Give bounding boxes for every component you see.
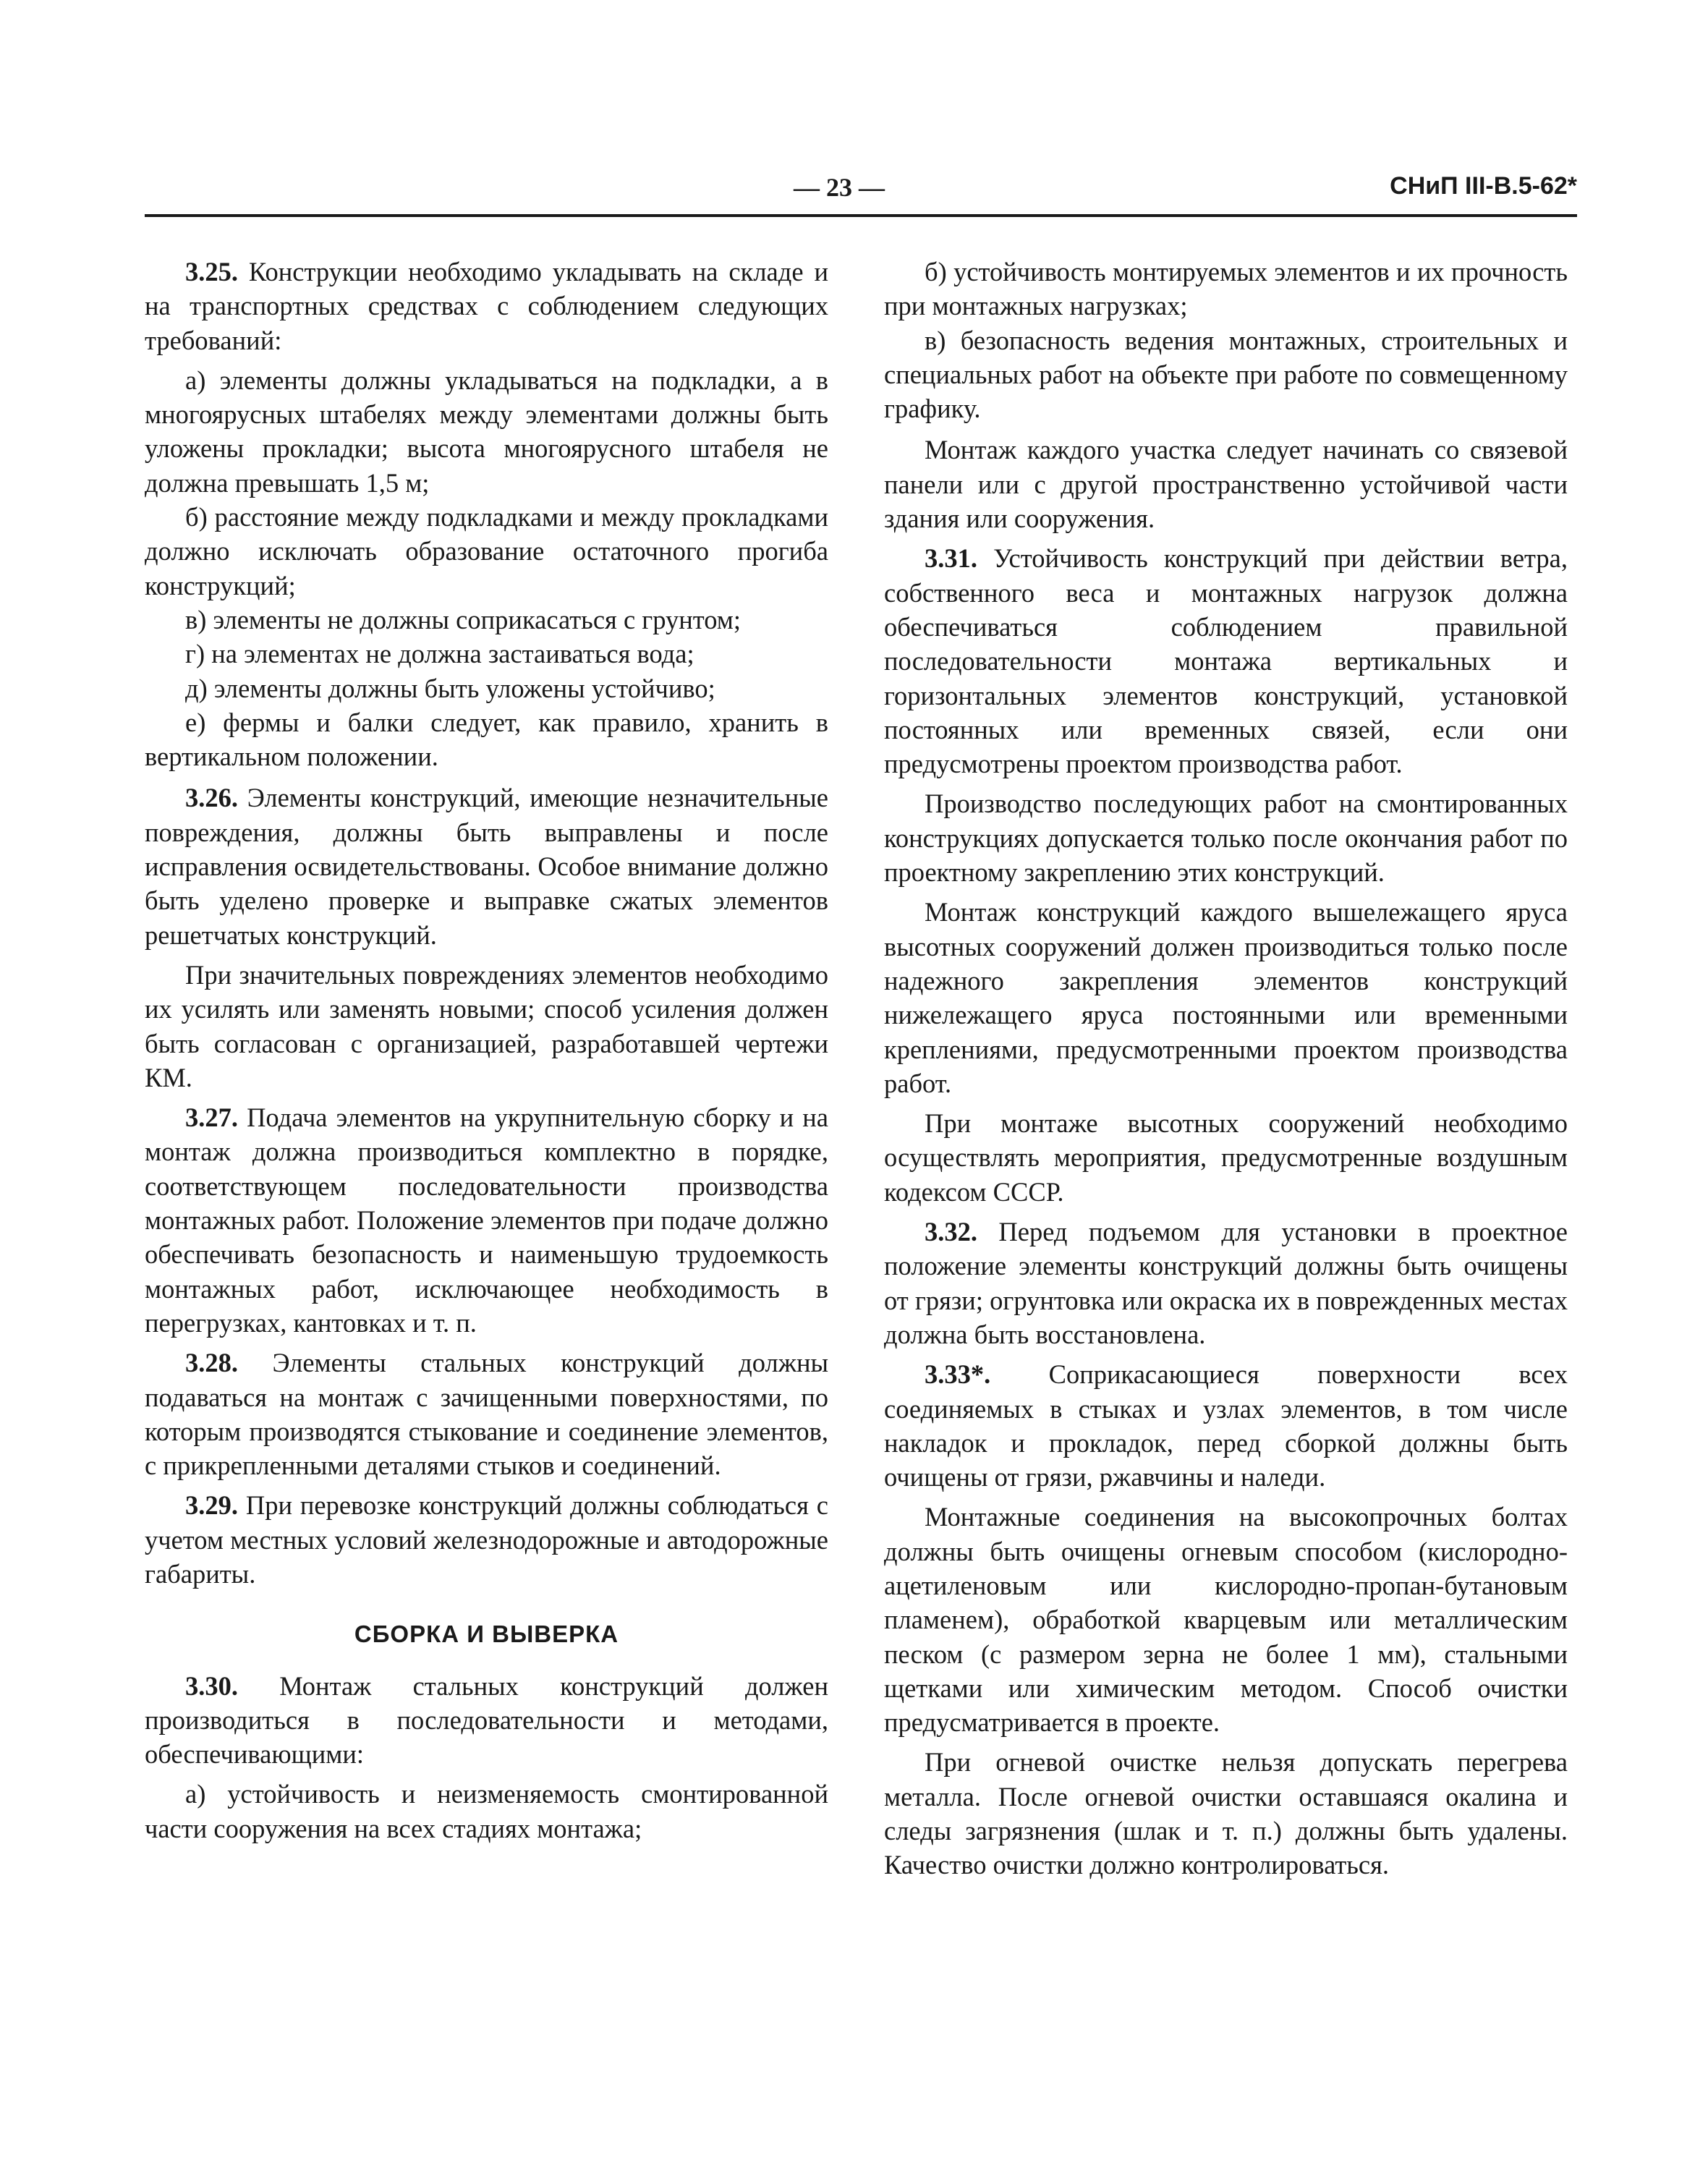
- section-heading: СБОРКА И ВЫВЕРКА: [354, 1621, 619, 1648]
- clause-text: Перед подъемом для установки в проектное положение элементы конструкций должны быть очищены от грязи; огрунтовка или окраска их в поврежденных местах должна быть восстановлена.: [884, 1217, 1568, 1349]
- clause-number: 3.28.: [185, 1348, 238, 1378]
- clause-3-28: [145, 1346, 828, 1482]
- list-item: б) расстояние между подкладками и между прокладками должно исключать образование остаточного прогиба конструкций;: [145, 502, 828, 600]
- clause-number: 3.33*.: [925, 1359, 991, 1390]
- clause-text: Устойчивость конструкций при действии ветра, собственного веса и монтажных нагрузок должна обеспечиваться соблюдением правильной последовательности монтажа вертикальных и горизонтальных элементов конструкций, установкой постоянных или временных связей, если они предусмотрены проектом производства работ.: [884, 543, 1568, 779]
- clause-text: При перевозке конструкций должны соблюдаться с учетом местных условий железнодорожные и автодорожные габариты.: [145, 1490, 828, 1589]
- clause-3-33: [884, 1357, 1568, 1494]
- clause-text: Элементы конструкций, имеющие незначительные повреждения, должны быть выправлены и после исправления освидетельствованы. Особое внимание должно быть уделено проверке и выправке сжатых элементов решетчатых конструкций.: [145, 783, 828, 950]
- clause-text: Соприкасающиеся поверхности всех соединяемых в стыках и узлах элементов, в том числе накладок и прокладок, перед сборкой должны быть очищены от грязи, ржавчины и наледи.: [884, 1359, 1568, 1492]
- header-rule: [145, 214, 1577, 217]
- clause-number: 3.27.: [185, 1103, 238, 1133]
- list-item: б) устойчивость монтируемых элементов и их прочность при монтажных нагрузках;: [884, 257, 1568, 321]
- clause-number: 3.29.: [185, 1490, 238, 1521]
- clause-3-32: [884, 1215, 1568, 1351]
- clause-3-29: [145, 1488, 828, 1591]
- clause-3-30: [145, 1669, 828, 1772]
- right-column: [884, 255, 1568, 1888]
- clause-3-27: [145, 1100, 828, 1340]
- list-item: е) фермы и балки следует, как правило, хранить в вертикальном положении.: [145, 707, 828, 772]
- clause-number: 3.30.: [185, 1670, 238, 1701]
- paragraph: При значительных повреждениях элементов необходимо их усилять или заменять новыми; способ усиления должен быть согласован с организацией, разработавшей чертежи КМ.: [145, 959, 828, 1092]
- clause-number: 3.32.: [925, 1217, 977, 1247]
- paragraph: При монтаже высотных сооружений необходимо осуществлять мероприятия, предусмотренные воздушным кодексом СССР.: [884, 1108, 1568, 1207]
- clause-text: Подача элементов на укрупнительную сборку и на монтаж должна производиться комплектно в порядке, соответствующем последовательности производства монтажных работ. Положение элементов при подаче должно обеспечивать безопасность и наименьшую трудоемкость монтажных работ, исключающее необходимость в перегрузках, кантовках и т. п.: [145, 1103, 828, 1338]
- clause-text: Монтаж стальных конструкций должен производиться в последовательности и методами, обеспечивающими:: [145, 1670, 828, 1770]
- clause-text: Элементы стальных конструкций должны подаваться на монтаж с зачищенными поверхностями, по которым производятся стыкование и соединение элементов, с прикрепленными деталями стыков и соединений.: [145, 1348, 828, 1481]
- page-header: [145, 172, 1577, 216]
- left-column: [145, 255, 828, 1845]
- paragraph: Производство последующих работ на смонтированных конструкциях допускается только после окончания работ по проектному закреплению этих конструкций.: [884, 789, 1568, 888]
- clause-text: Конструкции необходимо укладывать на складе и на транспортных средствах с соблюдением следующих требований:: [145, 257, 828, 355]
- clause-number: 3.26.: [185, 783, 238, 813]
- list-item: в) элементы не должны соприкасаться с грунтом;: [185, 604, 742, 634]
- paragraph: При огневой очистке нельзя допускать перегрева металла. После огневой очистки оставшаяся окалина и следы загрязнения (шлак и т. п.) должны быть удалены. Качество очистки должно контролироваться.: [884, 1747, 1568, 1880]
- document-code: СНиП III-В.5-62*: [1390, 172, 1577, 200]
- clause-3-26: [145, 781, 828, 951]
- clause-number: 3.25.: [185, 257, 238, 286]
- paragraph: Монтажные соединения на высокопрочных болтах должны быть очищены огневым способом (кислородно-ацетиленовым или кислородно-пропан-бутановым пламенем), обработкой кварцевым или металлическим песком (с размером зерна не более 1 мм), стальными щетками или химическим методом. Способ очистки предусматривается в проекте.: [884, 1502, 1568, 1738]
- list-item: а) устойчивость и неизменяемость смонтированной части сооружения на всех стадиях монтажа;: [145, 1779, 828, 1843]
- clause-3-31: [884, 541, 1568, 781]
- page-number: — 23 —: [794, 173, 885, 202]
- clause-3-25: [145, 255, 828, 357]
- list-item: д) элементы должны быть уложены устойчиво;: [185, 673, 715, 703]
- paragraph: Монтаж конструкций каждого вышележащего яруса высотных сооружений должен производиться только после надежного закрепления элементов конструкций нижележащего яруса постоянными или временными креплениями, предусмотренными проектом производства работ.: [884, 897, 1568, 1098]
- list-item: а) элементы должны укладываться на подкладки, а в многоярусных штабелях между элементами должны быть уложены прокладки; высота многоярусного штабеля не должна превышать 1,5 м;: [145, 365, 828, 498]
- paragraph: Монтаж каждого участка следует начинать со связевой панели или с другой пространственно устойчивой части здания или сооружения.: [884, 435, 1568, 534]
- list-item: в) безопасность ведения монтажных, строительных и специальных работ на объекте при работе по совмещенному графику.: [884, 325, 1568, 424]
- list-item: г) на элементах не должна застаиваться вода;: [185, 639, 694, 669]
- clause-number: 3.31.: [925, 543, 977, 574]
